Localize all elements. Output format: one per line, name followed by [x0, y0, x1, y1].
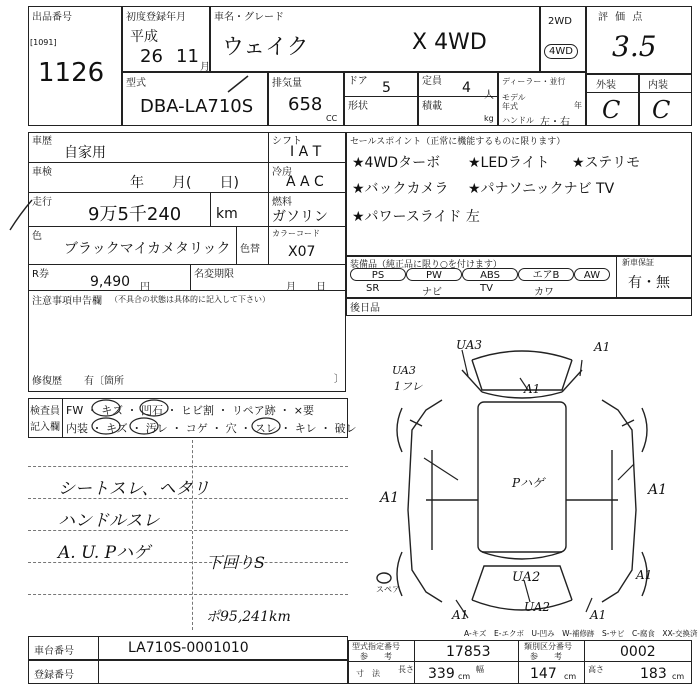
sp-item-6: ★パワースライド 左 — [352, 209, 480, 225]
equip-ps: PS — [350, 268, 406, 281]
inspector-circle-marks — [90, 398, 310, 438]
width-label: 幅 — [476, 665, 484, 674]
height-value: 183 — [640, 666, 667, 682]
int-grade: C — [652, 96, 671, 124]
height-label: 高さ — [588, 665, 604, 674]
dmark-a1-roof: A1 — [524, 382, 541, 396]
history-line-3 — [28, 226, 346, 227]
cap-value: 4 — [462, 80, 471, 96]
model-label: 型式 — [126, 78, 146, 89]
spec-v1 — [414, 640, 415, 684]
equipment-label: 装備品（純正品に限り○を付けます） — [350, 260, 502, 270]
inspector-line-1: FW ・ キズ ・ 凹石 ・ ヒビ割 ・ リペア跡 ・ ×要 — [66, 404, 314, 417]
mileage-value: 9万5千240 — [88, 204, 182, 225]
repair-value: 有〔箇所 — [84, 376, 124, 387]
reg-year: 26 — [140, 46, 163, 67]
color-label: 色 — [32, 231, 42, 242]
equip-leather: カワ — [534, 287, 554, 298]
class-label: 類別区分番号 — [524, 642, 572, 651]
new-reg-value: 有・無 — [628, 275, 670, 291]
score-value: 3.5 — [612, 30, 657, 63]
equip-pw: PW — [406, 268, 462, 281]
width-value: 147 — [530, 666, 557, 682]
grade: X 4WD — [412, 30, 487, 55]
damage-legend: A-キズ E-エクボ U-凹み W-補修跡 S-サビ C-腐食 XX-交換済 — [464, 629, 698, 638]
equip-tv: TV — [480, 283, 493, 294]
sp-item-4: ★バックカメラ — [352, 181, 449, 197]
equipment-divider — [616, 256, 617, 298]
dmark-ua3-top: UA3 — [456, 338, 483, 352]
model-slash-mark — [222, 74, 252, 94]
reg-label: 登録番号 — [34, 670, 74, 681]
history-line-1 — [28, 162, 346, 163]
dmark-ua2-bottom: UA2 — [524, 600, 551, 614]
mileage-unit: km — [216, 206, 238, 222]
disp-label: 排気量 — [272, 78, 302, 89]
ext-grade: C — [602, 96, 621, 124]
score-label: 評 価 点 — [598, 12, 645, 23]
name-grade-label: 車名・グレード — [214, 12, 284, 23]
history-box — [28, 132, 346, 392]
equip-navi: ナビ — [422, 287, 442, 298]
inspector-label-1: 検査員 — [30, 406, 60, 417]
length-value: 339 — [428, 666, 455, 682]
recycle-unit: 円 — [140, 282, 150, 293]
type-cert-label: 型式指定番号 — [352, 642, 400, 651]
caution-label: 注意事項申告欄 — [32, 296, 102, 307]
class-sub: 参 考 — [530, 652, 562, 661]
type-cert-sub: 参 考 — [360, 652, 392, 661]
deadline-value: 月 日 — [286, 282, 326, 293]
equip-airbag: エアB — [518, 268, 574, 281]
chassis-value: LA710S-0001010 — [128, 640, 249, 656]
length-label: 長さ — [398, 665, 414, 674]
lot-label: 出品番号 — [32, 12, 72, 23]
load-unit: kg — [484, 114, 494, 123]
fuel-value: ガソリン — [272, 209, 328, 225]
shift-label: シフト — [272, 136, 302, 147]
lot-number: 1126 — [38, 58, 105, 88]
model-year-unit: 年 — [574, 101, 582, 110]
era: 平成 — [130, 29, 158, 45]
cooler-label: 冷房 — [272, 167, 292, 178]
shaken-value: 年 月( 日) — [130, 175, 239, 191]
dmark-frame: 1フレ — [394, 380, 423, 393]
door-label: ドア — [348, 76, 368, 87]
reg-month: 11 — [176, 46, 199, 67]
cap-unit: 人 — [484, 90, 494, 101]
load-label: 積載 — [422, 101, 442, 112]
note-line-5 — [28, 594, 348, 595]
size-label: 寸 法 — [356, 669, 380, 678]
drive-4wd-circled: 4WD — [544, 44, 578, 59]
note-line-1 — [28, 466, 348, 467]
chassis-label: 車台番号 — [34, 646, 74, 657]
dmark-a1-right: A1 — [648, 482, 668, 498]
repair-label: 修復歴 — [32, 376, 62, 387]
width-unit: cm — [564, 672, 577, 681]
equip-aw: AW — [574, 268, 610, 281]
recycle-value: 9,490 — [90, 274, 131, 290]
inspector-divider — [62, 398, 63, 438]
disp-value: 658 — [288, 94, 323, 115]
history-line-4 — [28, 264, 346, 265]
dmark-peel-center: Pハゲ — [512, 476, 545, 490]
class-value: 0002 — [620, 644, 656, 660]
hand-note-2: ハンドルスレ — [58, 511, 160, 531]
color-change-label: 色替 — [240, 244, 260, 255]
int-label: 内装 — [648, 80, 668, 91]
sp-item-5: ★パナソニックナビ TV — [468, 181, 615, 197]
dmark-ua3-left: UA3 — [392, 364, 416, 377]
recycle-divider — [190, 264, 191, 290]
first-reg-label: 初度登録年月 — [126, 12, 186, 23]
ext-label: 外装 — [596, 80, 616, 91]
history-vdivider — [268, 132, 269, 264]
spare-label: スペア — [376, 585, 400, 594]
height-unit: cm — [672, 672, 685, 681]
handle-value: 左・右 — [540, 117, 570, 128]
spec-hline — [348, 661, 692, 662]
hand-note-4: 下回りS — [206, 553, 265, 572]
dmark-ua2-center: UA2 — [512, 570, 541, 585]
fuel-label: 燃料 — [272, 197, 292, 208]
reg-month-unit: 月 — [200, 62, 210, 73]
model-value: DBA-LA710S — [140, 96, 254, 117]
rear-seat-box — [346, 298, 692, 316]
history-label: 車歴 — [32, 136, 52, 147]
dmark-a1-bottom-right: A1 — [590, 608, 607, 622]
dmark-a1-left: A1 — [380, 490, 400, 506]
color-code-label: カラーコード — [272, 229, 320, 238]
history-line-2 — [28, 192, 346, 193]
inspector-line-2: 内装 ・ キズ ・ 汚レ ・ コゲ ・ 穴 ・ スレ ・ キレ ・ 破レ — [66, 422, 357, 435]
handle-label: ハンドル — [502, 116, 534, 125]
cap-label: 定員 — [422, 76, 442, 87]
cooler-value: A A C — [286, 174, 324, 190]
shape-label: 形状 — [348, 101, 368, 112]
color-divider — [236, 226, 237, 264]
car-name: ウェイク — [222, 35, 309, 60]
dmark-a1-top-right: A1 — [594, 340, 611, 354]
reg-box — [28, 660, 348, 684]
history-value: 自家用 — [64, 145, 106, 161]
drive-2wd: 2WD — [548, 16, 572, 27]
lot-sub: [1091] — [30, 38, 57, 47]
hand-note-5: ポ95,241km — [206, 609, 291, 625]
shift-value: I A T — [290, 144, 322, 160]
sp-item-3: ★ステリモ — [572, 155, 641, 171]
spec-v3 — [584, 640, 585, 684]
equip-abs: ABS — [462, 268, 518, 281]
history-line-5 — [28, 290, 346, 291]
spec-v2 — [518, 640, 519, 684]
sp-item-1: ★4WDターボ — [352, 155, 441, 171]
disp-unit: CC — [326, 114, 338, 123]
model-year-label: モデル年式 — [502, 93, 526, 111]
deadline-label: 名変期限 — [194, 269, 234, 280]
hand-note-1: シートスレ、ヘタリ — [58, 479, 210, 499]
recycle-label: R券 — [32, 269, 49, 280]
color-value: ブラックマイカメタリック — [64, 241, 231, 257]
dealer-label: ディーラー・並行 — [502, 77, 566, 86]
repair-close-bracket: 〕 — [334, 374, 344, 385]
mileage-label: 走行 — [32, 197, 52, 208]
length-unit: cm — [458, 672, 471, 681]
shaken-label: 車検 — [32, 167, 52, 178]
hand-note-3: A. U. Pハゲ — [58, 543, 151, 563]
ext-int-divider — [586, 92, 692, 93]
note-vdivider — [192, 440, 193, 630]
mileage-unit-divider — [210, 192, 211, 226]
new-reg-label: 新車保証 — [622, 258, 654, 267]
dmark-a1-rear-right: A1 — [636, 568, 653, 582]
equip-sr: SR — [366, 283, 380, 294]
dmark-a1-bottom-left: A1 — [452, 608, 469, 622]
doors-value: 5 — [382, 80, 391, 96]
rear-seat-label: 後日品 — [350, 303, 380, 314]
selling-label: セールスポイント（正常に機能するものに限ります） — [350, 137, 566, 147]
inspector-label-2: 記入欄 — [30, 422, 60, 433]
color-code-value: X07 — [288, 244, 316, 260]
sp-item-2: ★LEDライト — [468, 155, 550, 171]
type-cert-value: 17853 — [446, 644, 491, 660]
caution-sub: （不具合の状態は具体的に記入して下さい） — [110, 295, 270, 304]
